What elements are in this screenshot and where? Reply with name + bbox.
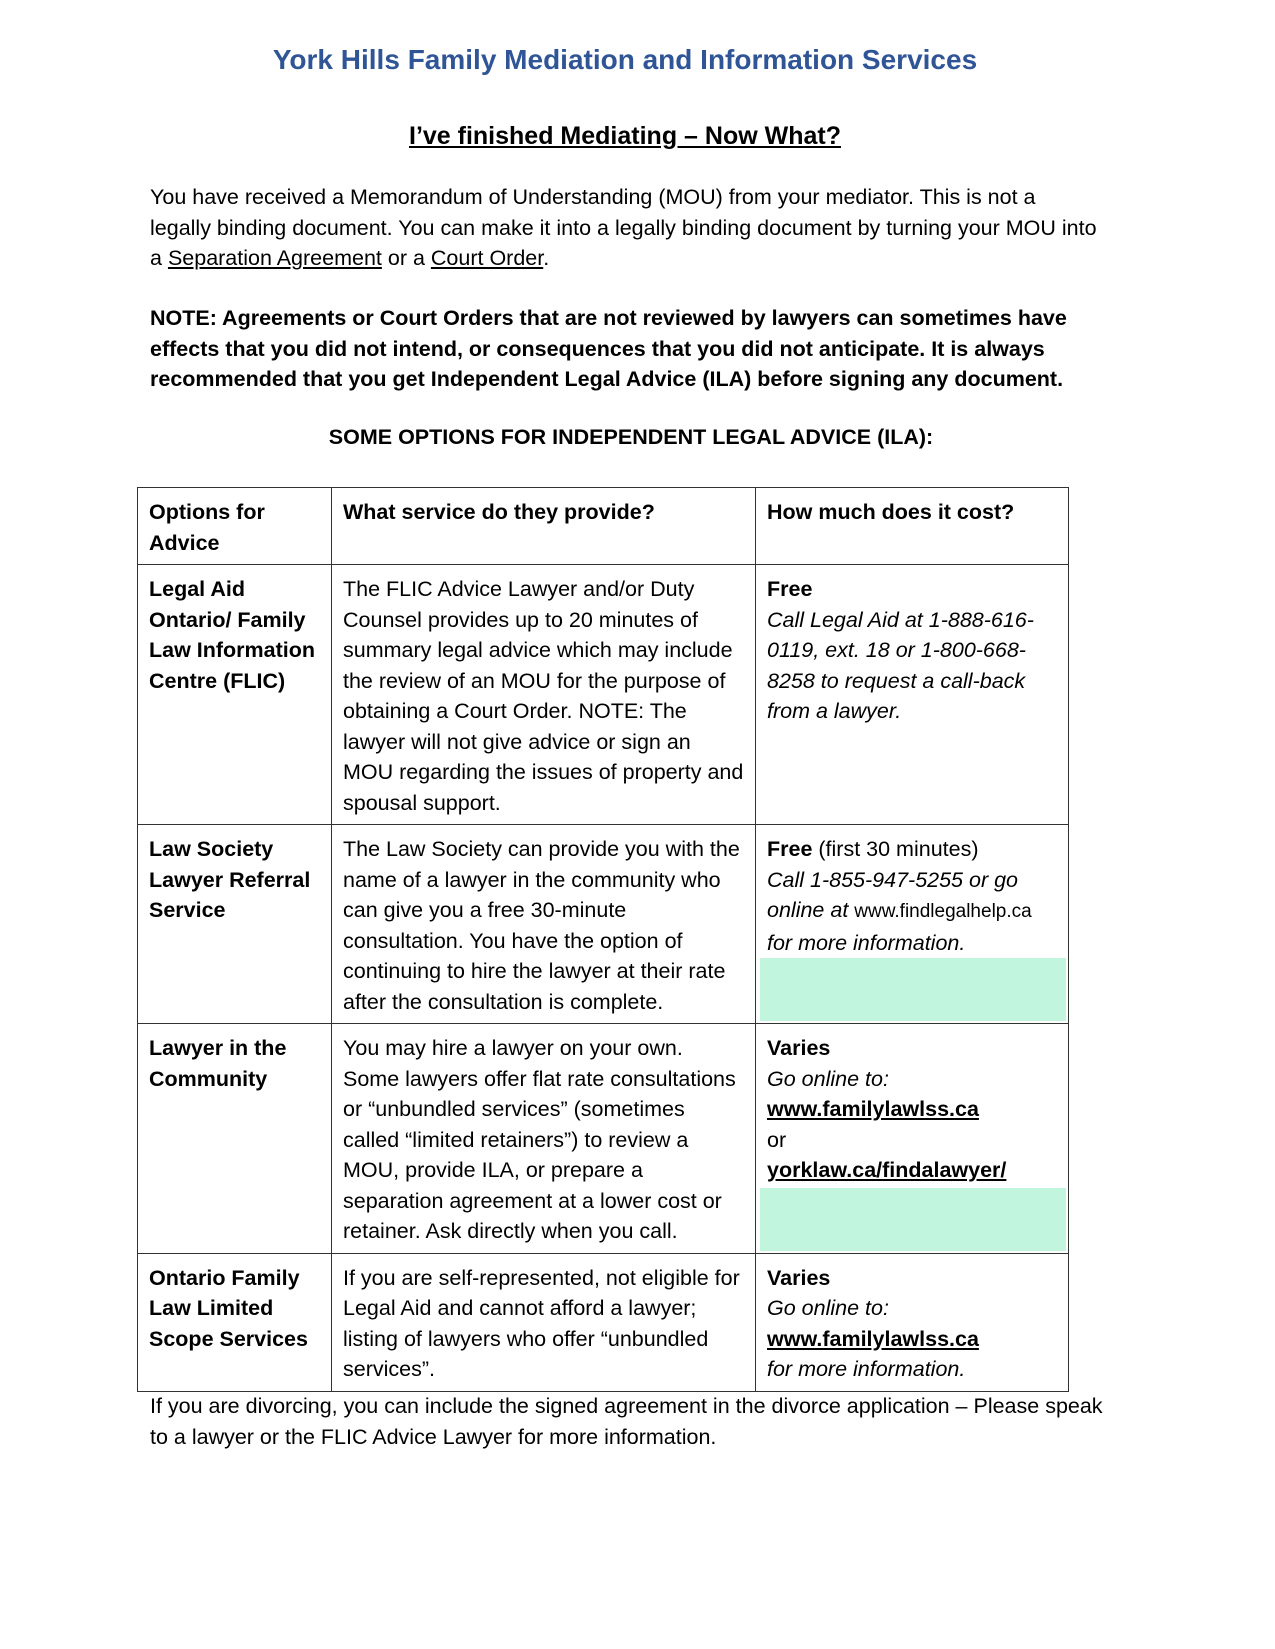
intro-text-2: or a bbox=[381, 246, 431, 270]
intro-text-1: You have received a Memorandum of Understanding (MOU) from your mediator. This is not a legally binding document. You can make it into a legally binding document by turning your MOU into a bbox=[150, 185, 1097, 270]
highlight-block bbox=[760, 1188, 1066, 1251]
cost-detail-end: for more information. bbox=[767, 930, 966, 955]
header-service: What service do they provide? bbox=[332, 488, 756, 565]
options-heading: SOME OPTIONS FOR INDEPENDENT LEGAL ADVICE (ILA): bbox=[328, 425, 934, 449]
page-title: York Hills Family Mediation and Information Services bbox=[272, 44, 978, 75]
table-row bbox=[138, 825, 1069, 1024]
service-cell: You may hire a lawyer on your own. Some lawyers offer flat rate consultations or “unbundled services” (sometimes called “limited retainers”) to review a MOU, provide ILA, or prepare a separation agreement at a lower cost or retainer. Ask directly when you call. bbox=[332, 1024, 756, 1254]
header-options: Options for Advice bbox=[138, 488, 332, 565]
cost-detail: Call Legal Aid at 1-888-616-0119, ext. 18 or 1-800-668-8258 to request a call-back from a lawyer. bbox=[767, 607, 1034, 723]
yorklaw-link[interactable]: yorklaw.ca/findalawyer/ bbox=[767, 1158, 1007, 1182]
ila-options-table bbox=[137, 487, 1069, 1392]
service-cell: If you are self-represented, not eligible for Legal Aid and cannot afford a lawyer; listing of lawyers who offer “unbundled services”. bbox=[332, 1253, 756, 1391]
cost-cell bbox=[756, 1024, 1069, 1254]
provider-cell: Law Society Lawyer Referral Service bbox=[138, 825, 332, 1024]
cost-cell bbox=[756, 825, 1069, 1024]
separation-agreement-text: Separation Agreement bbox=[167, 246, 382, 270]
highlight-block bbox=[760, 958, 1066, 1021]
cost-label: Free bbox=[767, 577, 813, 601]
service-cell: The Law Society can provide you with the name of a lawyer in the community who can give you a free 30-minute consultation. You have the option of continuing to hire the lawyer at their rate after the consultation is complete. bbox=[332, 825, 756, 1024]
cost-detail: Call 1-855-947-5255 or go online at bbox=[767, 867, 1018, 922]
cost-cell bbox=[756, 565, 1069, 825]
cost-label-suffix: (first 30 minutes) bbox=[812, 837, 979, 861]
familylawlss-link[interactable]: www.familylawlss.ca bbox=[767, 1326, 979, 1351]
provider-cell: Legal Aid Ontario/ Family Law Information Centre (FLIC) bbox=[138, 565, 332, 825]
familylawlss-link[interactable]: www.familylawlss.ca bbox=[767, 1097, 979, 1121]
cost-detail: Go online to: bbox=[767, 1066, 889, 1091]
table-row bbox=[138, 1024, 1069, 1254]
table-header-row bbox=[138, 488, 1069, 565]
provider-cell: Ontario Family Law Limited Scope Services bbox=[138, 1253, 332, 1391]
cost-cell bbox=[756, 1253, 1069, 1391]
cost-label: Varies bbox=[767, 1036, 831, 1060]
footer-paragraph: If you are divorcing, you can include the signed agreement in the divorce application – Please speak to a lawyer or the FLIC Advice Lawyer for more information. bbox=[150, 1394, 1103, 1449]
service-cell: The FLIC Advice Lawyer and/or Duty Counsel provides up to 20 minutes of summary legal advice which may include the review of an MOU for the purpose of obtaining a Court Order. NOTE: The lawyer will not give advice or sign an MOU regarding the issues of property and spousal support. bbox=[332, 565, 756, 825]
findlegalhelp-link[interactable]: www.findlegalhelp.ca bbox=[854, 901, 1032, 922]
court-order-text: Court Order bbox=[430, 246, 544, 270]
note-paragraph: NOTE: Agreements or Court Orders that are not reviewed by lawyers can sometimes have effects that you did not intend, or consequences that you did not anticipate. It is always recommended that you get Independent Legal Advice (ILA) before signing any document. bbox=[150, 306, 1067, 391]
document-subtitle: I’ve finished Mediating – Now What? bbox=[409, 122, 841, 150]
header-cost: How much does it cost? bbox=[756, 488, 1069, 565]
cost-label: Free bbox=[767, 837, 813, 861]
cost-detail-end: for more information. bbox=[767, 1357, 966, 1381]
intro-paragraph bbox=[150, 182, 1100, 274]
intro-text-3: . bbox=[543, 246, 550, 270]
cost-label: Varies bbox=[767, 1265, 831, 1290]
table-row bbox=[138, 565, 1069, 825]
table-row bbox=[138, 1253, 1069, 1391]
or-text: or bbox=[767, 1127, 787, 1152]
cost-detail: Go online to: bbox=[767, 1296, 889, 1320]
provider-cell: Lawyer in the Community bbox=[138, 1024, 332, 1254]
